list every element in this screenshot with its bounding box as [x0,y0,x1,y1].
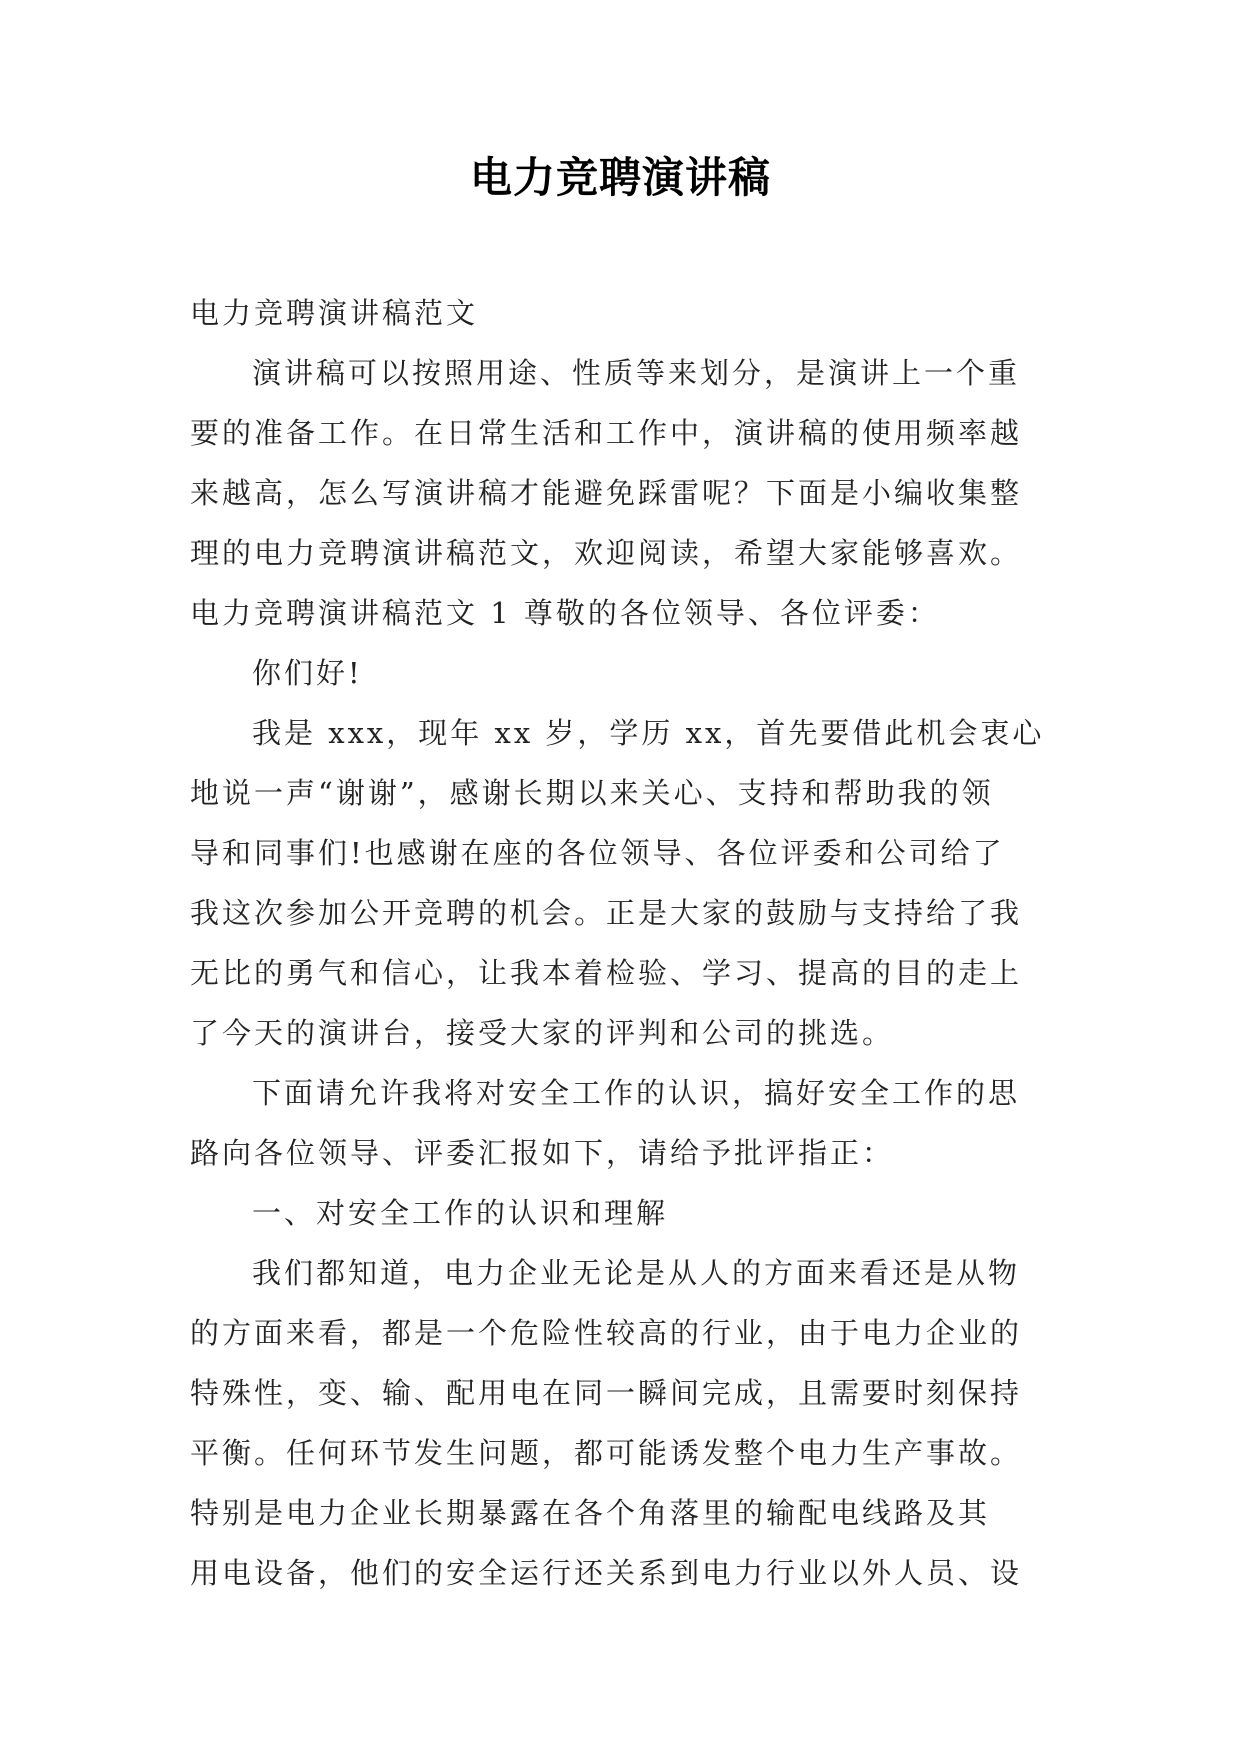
section-heading: 一、对安全工作的认识和理解 [252,1196,669,1230]
text-line: 特殊性，变、输、配用电在同一瞬间完成，且需要时刻保持 [190,1376,1023,1410]
text-line: 演讲稿可以按照用途、性质等来划分，是演讲上一个重 [252,356,1021,390]
text-line: 特别是电力企业长期暴露在各个角落里的输配电线路及其 [190,1496,991,1530]
text-line: 了今天的演讲台，接受大家的评判和公司的挑选。 [190,1016,895,1050]
text-line: 要的准备工作。在日常生活和工作中，演讲稿的使用频率越 [190,416,1023,450]
text-line: 用电设备，他们的安全运行还关系到电力行业以外人员、设 [190,1556,1023,1590]
document-title: 电力竞聘演讲稿 [469,153,771,202]
text-line: 我们都知道，电力企业无论是从人的方面来看还是从物 [252,1256,1021,1290]
text-line: 我是 xxx，现年 xx 岁，学历 xx，首先要借此机会衷心 [252,716,1045,750]
text-line: 你们好! [252,656,363,690]
text-line: 理的电力竞聘演讲稿范文，欢迎阅读，希望大家能够喜欢。 [190,536,1023,570]
text-line: 来越高，怎么写演讲稿才能避免踩雷呢？下面是小编收集整 [190,476,1023,510]
text-line: 平衡。任何环节发生问题，都可能诱发整个电力生产事故。 [190,1436,1023,1470]
text-line: 下面请允许我将对安全工作的认识，搞好安全工作的思 [252,1076,1021,1110]
text-line: 无比的勇气和信心，让我本着检验、学习、提高的目的走上 [190,956,1023,990]
text-line: 地说一声“谢谢”，感谢长期以来关心、支持和帮助我的领 [190,776,994,810]
text-line: 电力竞聘演讲稿范文 [190,296,479,330]
text-line: 的方面来看，都是一个危险性较高的行业，由于电力企业的 [190,1316,1023,1350]
text-line: 路向各位领导、评委汇报如下，请给予批评指正： [190,1136,895,1170]
text-line: 我这次参加公开竞聘的机会。正是大家的鼓励与支持给了我 [190,896,1023,930]
document-body [190,283,1060,1603]
text-line: 电力竞聘演讲稿范文 1 尊敬的各位领导、各位评委： [190,596,940,630]
text-line: 导和同事们!也感谢在座的各位领导、各位评委和公司给了 [190,836,1005,870]
